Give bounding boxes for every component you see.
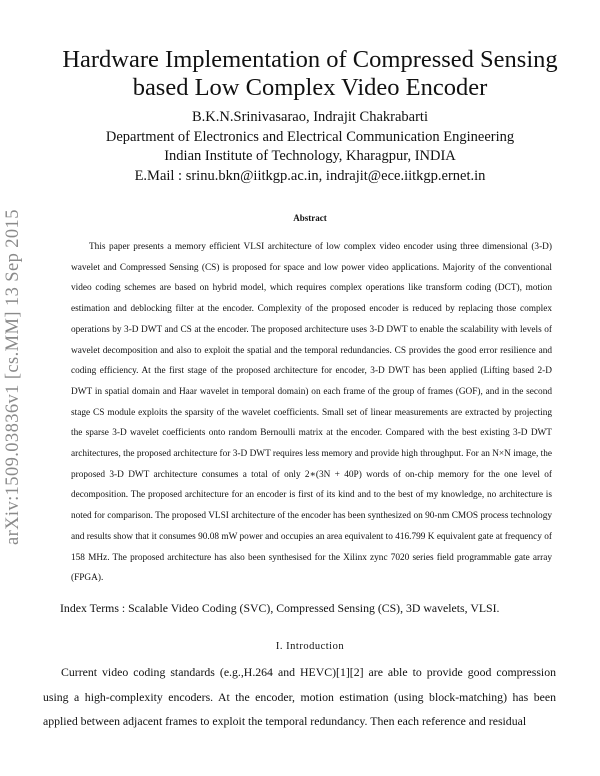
title-line-2: based Low Complex Video Encoder bbox=[132, 74, 488, 101]
section-heading: I. Introduction bbox=[275, 641, 345, 652]
author-email: E.Mail : srinu.bkn@iitkgp.ac.in, indrajit@ece.iitkgp.ernet.in bbox=[134, 167, 486, 184]
author-department: Department of Electronics and Electrical Communication Engineering bbox=[105, 128, 515, 145]
author-names: B.K.N.Srinivasarao, Indrajit Chakrabarti bbox=[192, 109, 428, 125]
index-terms: Index Terms : Scalable Video Coding (SVC), Compressed Sensing (CS), 3D wavelets, VLSI. bbox=[60, 601, 500, 615]
author-institute: Indian Institute of Technology, Kharagpur, INDIA bbox=[164, 148, 456, 164]
abstract-text: This paper presents a memory efficient VLSI architecture of low complex video encoder using three dimensional (3-D) wavelet and Compressed Sensing (CS) is proposed for space and low power video applications. Majority of the conventional video coding schemes are based on hybrid model, which requires complex operations like transform coding (DCT), motion estimation and deblocking filter at the encoder. Complexity of the proposed encoder is reduced by replacing those complex operations by 3-D DWT and CS at the encoder. The proposed architecture uses 3-D DWT to enable the scalability with levels of wavelet decomposition and also to exploit the spatial and the temporal redundancies. CS provides the good error resilience and coding efficiency. At the first stage of the proposed architecture for encoder, 3-D DWT has been applied (Lifting based 2-D DWT in spatial domain and Haar wavelet in temporal domain) on each frame of the group of frames (GOF), and in the second stage CS module exploits the sparsity of the wavelet coefficients. Small set of linear measurements are extracted by projecting the sparse 3-D wavelet coefficients onto random Bernoulli matrix at the encoder. Compared with the best existing 3-D DWT architectures, the proposed architecture for 3-D DWT requires less memory and provide high throughput. For an N×N image, the proposed 3-D DWT architecture consumes a total of only 2∗(3N + 40P) words of on-chip memory for the one level of decomposition. The proposed architecture for an encoder is first of its kind and to the best of my knowledge, no architecture is noted for comparison. The proposed VLSI architecture of the encoder has been synthesized on 90-nm CMOS process technology and results show that it consumes 90.08 mW power and occupies an area equivalent to 416.799 K equivalent gate at frequency of 158 MHz. The proposed architecture has also been synthesised for the Xilinx zync 7020 series field programmable gate array (FPGA). bbox=[71, 242, 552, 584]
author-block bbox=[40, 108, 580, 186]
abstract-heading: Abstract bbox=[293, 213, 327, 223]
intro-text: Current video coding standards (e.g.,H.264 and HEVC)[1][2] are able to provide good compression using a high-complexity encoders. At the encoder, motion estimation (using block-matching) has been applied between adjacent frames to exploit the temporal redundancy. Then each reference and residual bbox=[43, 665, 556, 728]
arxiv-stamp: arXiv:1509.03836v1 [cs.MM] 13 Sep 2015 bbox=[3, 209, 23, 545]
title-line-1: Hardware Implementation of Compressed Sensing bbox=[62, 46, 558, 73]
paper-title bbox=[40, 46, 580, 102]
